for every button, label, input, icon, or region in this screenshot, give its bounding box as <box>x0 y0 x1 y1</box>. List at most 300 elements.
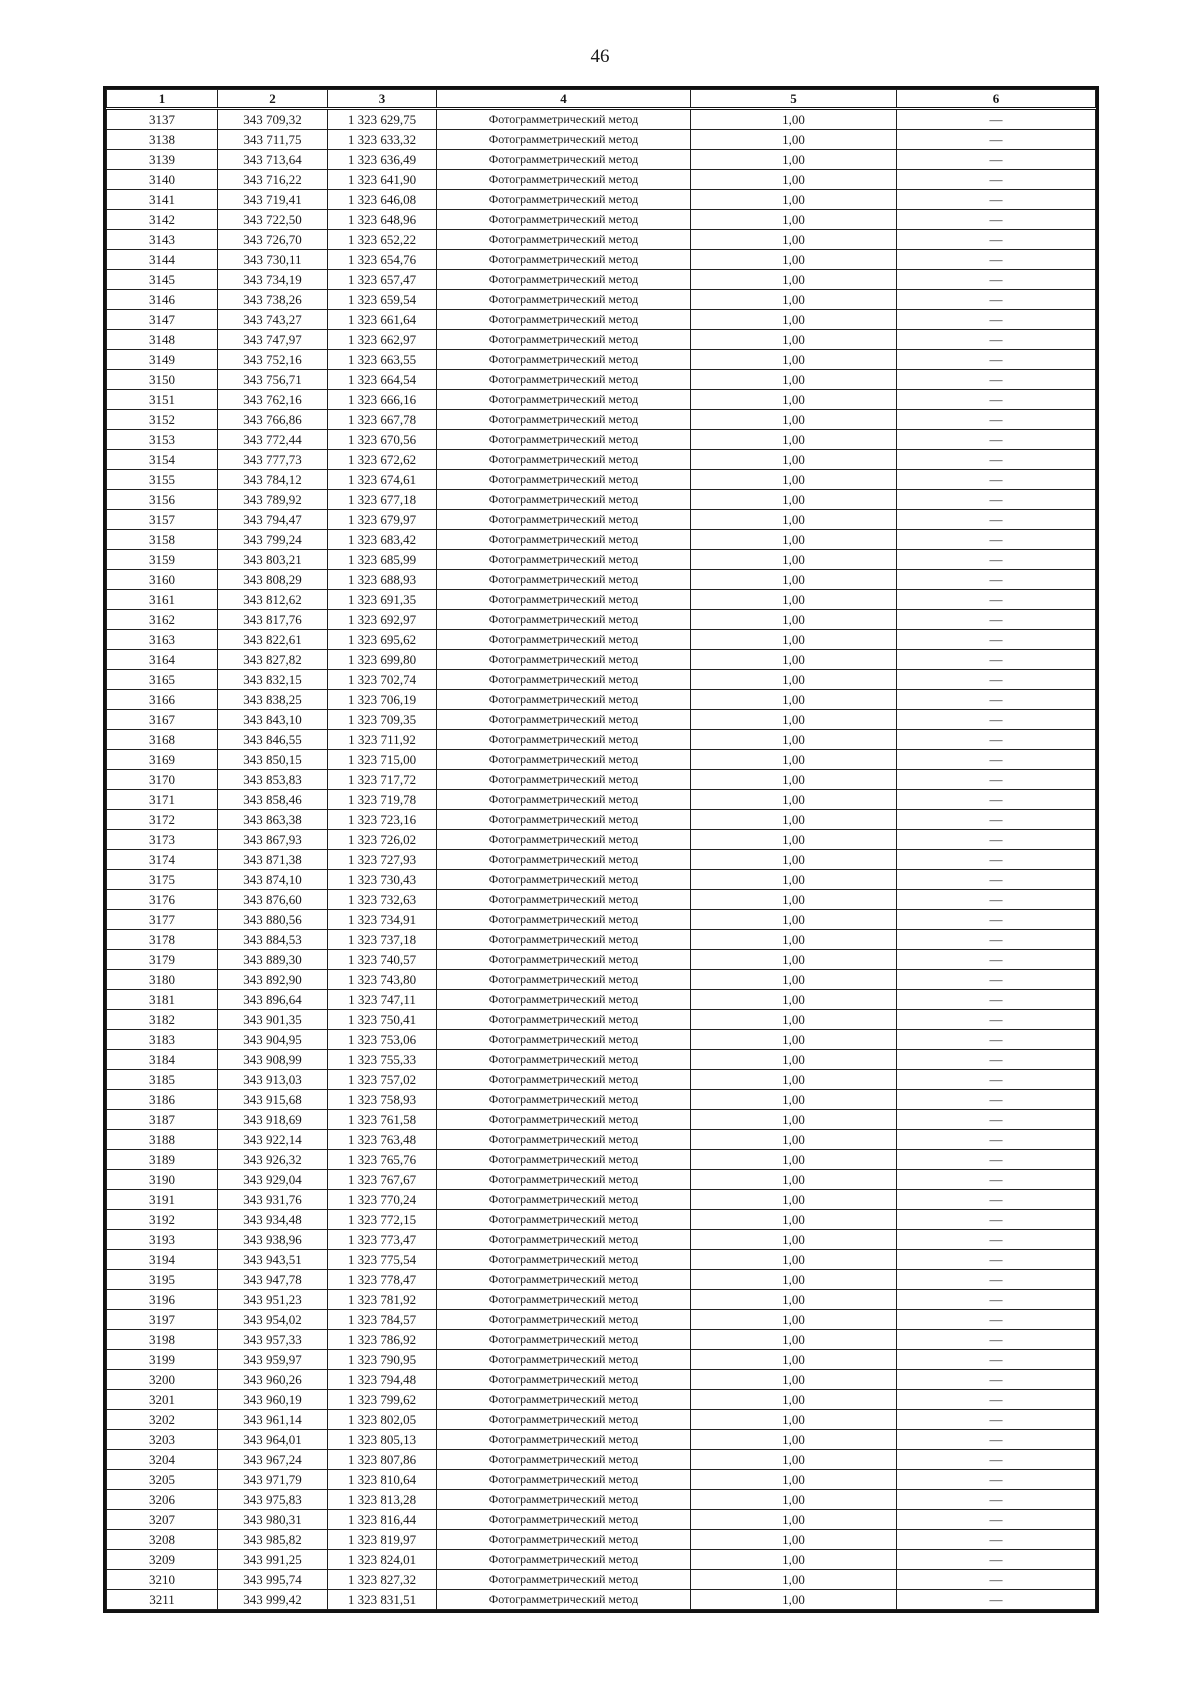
table-row <box>107 1290 1096 1310</box>
accuracy-cell: 1,00 <box>691 1350 897 1370</box>
method-cell: Фотограмметрический метод <box>437 930 691 950</box>
table-row <box>107 930 1096 950</box>
description-cell: — <box>897 510 1096 530</box>
description-cell: — <box>897 930 1096 950</box>
y-coordinate-cell: 1 323 719,78 <box>328 790 437 810</box>
point-number-cell: 3162 <box>107 610 218 630</box>
method-cell: Фотограмметрический метод <box>437 270 691 290</box>
point-number-cell: 3171 <box>107 790 218 810</box>
point-number-cell: 3141 <box>107 190 218 210</box>
y-coordinate-cell: 1 323 807,86 <box>328 1450 437 1470</box>
y-coordinate-cell: 1 323 652,22 <box>328 230 437 250</box>
table-row <box>107 109 1096 130</box>
x-coordinate-cell: 343 995,74 <box>218 1570 328 1590</box>
x-coordinate-cell: 343 871,38 <box>218 850 328 870</box>
point-number-cell: 3163 <box>107 630 218 650</box>
table-row <box>107 990 1096 1010</box>
description-cell: — <box>897 810 1096 830</box>
x-coordinate-cell: 343 743,27 <box>218 310 328 330</box>
method-cell: Фотограмметрический метод <box>437 1130 691 1150</box>
table-row <box>107 790 1096 810</box>
table-row <box>107 850 1096 870</box>
description-cell: — <box>897 1510 1096 1530</box>
x-coordinate-cell: 343 716,22 <box>218 170 328 190</box>
point-number-cell: 3166 <box>107 690 218 710</box>
x-coordinate-cell: 343 967,24 <box>218 1450 328 1470</box>
method-cell: Фотограмметрический метод <box>437 690 691 710</box>
method-cell: Фотограмметрический метод <box>437 109 691 130</box>
method-cell: Фотограмметрический метод <box>437 230 691 250</box>
accuracy-cell: 1,00 <box>691 390 897 410</box>
point-number-cell: 3175 <box>107 870 218 890</box>
table-row <box>107 410 1096 430</box>
point-number-cell: 3137 <box>107 109 218 130</box>
description-cell: — <box>897 310 1096 330</box>
method-cell: Фотограмметрический метод <box>437 1010 691 1030</box>
description-cell: — <box>897 1170 1096 1190</box>
accuracy-cell: 1,00 <box>691 1290 897 1310</box>
table-row <box>107 210 1096 230</box>
method-cell: Фотограмметрический метод <box>437 810 691 830</box>
accuracy-cell: 1,00 <box>691 570 897 590</box>
description-cell: — <box>897 1570 1096 1590</box>
method-cell: Фотограмметрический метод <box>437 1070 691 1090</box>
table-row <box>107 1270 1096 1290</box>
point-number-cell: 3160 <box>107 570 218 590</box>
description-cell: — <box>897 330 1096 350</box>
accuracy-cell: 1,00 <box>691 650 897 670</box>
description-cell: — <box>897 970 1096 990</box>
x-coordinate-cell: 343 901,35 <box>218 1010 328 1030</box>
description-cell: — <box>897 1330 1096 1350</box>
table-row <box>107 630 1096 650</box>
description-cell: — <box>897 790 1096 810</box>
point-number-cell: 3144 <box>107 250 218 270</box>
point-number-cell: 3149 <box>107 350 218 370</box>
page-number: 46 <box>590 46 610 67</box>
y-coordinate-cell: 1 323 648,96 <box>328 210 437 230</box>
point-number-cell: 3211 <box>107 1590 218 1610</box>
point-number-cell: 3155 <box>107 470 218 490</box>
point-number-cell: 3196 <box>107 1290 218 1310</box>
table-header <box>107 90 1096 109</box>
y-coordinate-cell: 1 323 672,62 <box>328 450 437 470</box>
x-coordinate-cell: 343 980,31 <box>218 1510 328 1530</box>
point-number-cell: 3178 <box>107 930 218 950</box>
description-cell: — <box>897 1410 1096 1430</box>
x-coordinate-cell: 343 926,32 <box>218 1150 328 1170</box>
accuracy-cell: 1,00 <box>691 1110 897 1130</box>
accuracy-cell: 1,00 <box>691 790 897 810</box>
y-coordinate-cell: 1 323 702,74 <box>328 670 437 690</box>
x-coordinate-cell: 343 803,21 <box>218 550 328 570</box>
x-coordinate-cell: 343 832,15 <box>218 670 328 690</box>
y-coordinate-cell: 1 323 831,51 <box>328 1590 437 1610</box>
description-cell: — <box>897 670 1096 690</box>
method-cell: Фотограмметрический метод <box>437 310 691 330</box>
y-coordinate-cell: 1 323 646,08 <box>328 190 437 210</box>
x-coordinate-cell: 343 762,16 <box>218 390 328 410</box>
x-coordinate-cell: 343 908,99 <box>218 1050 328 1070</box>
y-coordinate-cell: 1 323 711,92 <box>328 730 437 750</box>
y-coordinate-cell: 1 323 786,92 <box>328 1330 437 1350</box>
x-coordinate-cell: 343 726,70 <box>218 230 328 250</box>
accuracy-cell: 1,00 <box>691 1530 897 1550</box>
method-cell: Фотограмметрический метод <box>437 130 691 150</box>
accuracy-cell: 1,00 <box>691 770 897 790</box>
description-cell: — <box>897 1030 1096 1050</box>
point-number-cell: 3189 <box>107 1150 218 1170</box>
table-row <box>107 310 1096 330</box>
point-number-cell: 3192 <box>107 1210 218 1230</box>
accuracy-cell: 1,00 <box>691 310 897 330</box>
point-number-cell: 3190 <box>107 1170 218 1190</box>
y-coordinate-cell: 1 323 794,48 <box>328 1370 437 1390</box>
method-cell: Фотограмметрический метод <box>437 830 691 850</box>
y-coordinate-cell: 1 323 661,64 <box>328 310 437 330</box>
method-cell: Фотограмметрический метод <box>437 1090 691 1110</box>
y-coordinate-cell: 1 323 677,18 <box>328 490 437 510</box>
x-coordinate-cell: 343 915,68 <box>218 1090 328 1110</box>
point-number-cell: 3172 <box>107 810 218 830</box>
y-coordinate-cell: 1 323 810,64 <box>328 1470 437 1490</box>
method-cell: Фотограмметрический метод <box>437 470 691 490</box>
y-coordinate-cell: 1 323 666,16 <box>328 390 437 410</box>
accuracy-cell: 1,00 <box>691 150 897 170</box>
table-row <box>107 570 1096 590</box>
table-row <box>107 1550 1096 1570</box>
description-cell: — <box>897 1190 1096 1210</box>
point-number-cell: 3207 <box>107 1510 218 1530</box>
table-row <box>107 870 1096 890</box>
method-cell: Фотограмметрический метод <box>437 1530 691 1550</box>
y-coordinate-cell: 1 323 659,54 <box>328 290 437 310</box>
x-coordinate-cell: 343 929,04 <box>218 1170 328 1190</box>
table-row <box>107 1410 1096 1430</box>
point-number-cell: 3169 <box>107 750 218 770</box>
table-row <box>107 590 1096 610</box>
y-coordinate-cell: 1 323 734,91 <box>328 910 437 930</box>
point-number-cell: 3173 <box>107 830 218 850</box>
table-row <box>107 1510 1096 1530</box>
x-coordinate-cell: 343 730,11 <box>218 250 328 270</box>
table-row <box>107 190 1096 210</box>
accuracy-cell: 1,00 <box>691 1410 897 1430</box>
description-cell: — <box>897 350 1096 370</box>
header-cell-2: 2 <box>218 90 328 109</box>
point-number-cell: 3186 <box>107 1090 218 1110</box>
x-coordinate-cell: 343 794,47 <box>218 510 328 530</box>
y-coordinate-cell: 1 323 679,97 <box>328 510 437 530</box>
point-number-cell: 3140 <box>107 170 218 190</box>
x-coordinate-cell: 343 922,14 <box>218 1130 328 1150</box>
method-cell: Фотограмметрический метод <box>437 1290 691 1310</box>
table-row <box>107 1050 1096 1070</box>
point-number-cell: 3174 <box>107 850 218 870</box>
point-number-cell: 3185 <box>107 1070 218 1090</box>
table-row <box>107 1470 1096 1490</box>
x-coordinate-cell: 343 880,56 <box>218 910 328 930</box>
accuracy-cell: 1,00 <box>691 830 897 850</box>
description-cell: — <box>897 1430 1096 1450</box>
accuracy-cell: 1,00 <box>691 930 897 950</box>
x-coordinate-cell: 343 867,93 <box>218 830 328 850</box>
y-coordinate-cell: 1 323 743,80 <box>328 970 437 990</box>
table-row <box>107 970 1096 990</box>
y-coordinate-cell: 1 323 654,76 <box>328 250 437 270</box>
description-cell: — <box>897 270 1096 290</box>
x-coordinate-cell: 343 975,83 <box>218 1490 328 1510</box>
x-coordinate-cell: 343 853,83 <box>218 770 328 790</box>
table-row <box>107 730 1096 750</box>
method-cell: Фотограмметрический метод <box>437 910 691 930</box>
method-cell: Фотограмметрический метод <box>437 1250 691 1270</box>
point-number-cell: 3157 <box>107 510 218 530</box>
point-number-cell: 3210 <box>107 1570 218 1590</box>
point-number-cell: 3203 <box>107 1430 218 1450</box>
method-cell: Фотограмметрический метод <box>437 650 691 670</box>
accuracy-cell: 1,00 <box>691 1590 897 1610</box>
table-row <box>107 1170 1096 1190</box>
description-cell: — <box>897 650 1096 670</box>
point-number-cell: 3183 <box>107 1030 218 1050</box>
point-number-cell: 3142 <box>107 210 218 230</box>
table-row <box>107 710 1096 730</box>
coordinates-table <box>106 89 1096 1610</box>
point-number-cell: 3165 <box>107 670 218 690</box>
y-coordinate-cell: 1 323 813,28 <box>328 1490 437 1510</box>
point-number-cell: 3182 <box>107 1010 218 1030</box>
x-coordinate-cell: 343 934,48 <box>218 1210 328 1230</box>
method-cell: Фотограмметрический метод <box>437 990 691 1010</box>
x-coordinate-cell: 343 789,92 <box>218 490 328 510</box>
accuracy-cell: 1,00 <box>691 690 897 710</box>
description-cell: — <box>897 150 1096 170</box>
accuracy-cell: 1,00 <box>691 330 897 350</box>
point-number-cell: 3168 <box>107 730 218 750</box>
point-number-cell: 3209 <box>107 1550 218 1570</box>
method-cell: Фотограмметрический метод <box>437 490 691 510</box>
accuracy-cell: 1,00 <box>691 850 897 870</box>
y-coordinate-cell: 1 323 641,90 <box>328 170 437 190</box>
description-cell: — <box>897 1250 1096 1270</box>
method-cell: Фотограмметрический метод <box>437 1510 691 1530</box>
description-cell: — <box>897 1130 1096 1150</box>
table-row <box>107 1070 1096 1090</box>
header-cell-5: 5 <box>691 90 897 109</box>
method-cell: Фотограмметрический метод <box>437 1210 691 1230</box>
x-coordinate-cell: 343 957,33 <box>218 1330 328 1350</box>
accuracy-cell: 1,00 <box>691 1170 897 1190</box>
x-coordinate-cell: 343 863,38 <box>218 810 328 830</box>
point-number-cell: 3138 <box>107 130 218 150</box>
method-cell: Фотограмметрический метод <box>437 770 691 790</box>
accuracy-cell: 1,00 <box>691 1090 897 1110</box>
description-cell: — <box>897 1270 1096 1290</box>
accuracy-cell: 1,00 <box>691 1050 897 1070</box>
description-cell: — <box>897 1490 1096 1510</box>
y-coordinate-cell: 1 323 740,57 <box>328 950 437 970</box>
table-row <box>107 270 1096 290</box>
x-coordinate-cell: 343 738,26 <box>218 290 328 310</box>
point-number-cell: 3193 <box>107 1230 218 1250</box>
x-coordinate-cell: 343 713,64 <box>218 150 328 170</box>
description-cell: — <box>897 850 1096 870</box>
accuracy-cell: 1,00 <box>691 1190 897 1210</box>
accuracy-cell: 1,00 <box>691 270 897 290</box>
method-cell: Фотограмметрический метод <box>437 1390 691 1410</box>
x-coordinate-cell: 343 756,71 <box>218 370 328 390</box>
table-row <box>107 670 1096 690</box>
description-cell: — <box>897 210 1096 230</box>
x-coordinate-cell: 343 991,25 <box>218 1550 328 1570</box>
description-cell: — <box>897 550 1096 570</box>
description-cell: — <box>897 1450 1096 1470</box>
x-coordinate-cell: 343 951,23 <box>218 1290 328 1310</box>
accuracy-cell: 1,00 <box>691 430 897 450</box>
description-cell: — <box>897 870 1096 890</box>
description-cell: — <box>897 1070 1096 1090</box>
y-coordinate-cell: 1 323 709,35 <box>328 710 437 730</box>
method-cell: Фотограмметрический метод <box>437 750 691 770</box>
description-cell: — <box>897 1530 1096 1550</box>
accuracy-cell: 1,00 <box>691 630 897 650</box>
description-cell: — <box>897 470 1096 490</box>
table-row <box>107 430 1096 450</box>
description-cell: — <box>897 530 1096 550</box>
method-cell: Фотограмметрический метод <box>437 1590 691 1610</box>
x-coordinate-cell: 343 874,10 <box>218 870 328 890</box>
x-coordinate-cell: 343 960,19 <box>218 1390 328 1410</box>
table-row <box>107 1530 1096 1550</box>
x-coordinate-cell: 343 766,86 <box>218 410 328 430</box>
accuracy-cell: 1,00 <box>691 370 897 390</box>
accuracy-cell: 1,00 <box>691 350 897 370</box>
description-cell: — <box>897 170 1096 190</box>
y-coordinate-cell: 1 323 662,97 <box>328 330 437 350</box>
y-coordinate-cell: 1 323 773,47 <box>328 1230 437 1250</box>
table-row <box>107 550 1096 570</box>
y-coordinate-cell: 1 323 715,00 <box>328 750 437 770</box>
table-row <box>107 1430 1096 1450</box>
table-row <box>107 650 1096 670</box>
table-row <box>107 830 1096 850</box>
point-number-cell: 3188 <box>107 1130 218 1150</box>
description-cell: — <box>897 1150 1096 1170</box>
accuracy-cell: 1,00 <box>691 250 897 270</box>
point-number-cell: 3180 <box>107 970 218 990</box>
table-row <box>107 610 1096 630</box>
method-cell: Фотограмметрический метод <box>437 1570 691 1590</box>
x-coordinate-cell: 343 985,82 <box>218 1530 328 1550</box>
accuracy-cell: 1,00 <box>691 1570 897 1590</box>
method-cell: Фотограмметрический метод <box>437 330 691 350</box>
x-coordinate-cell: 343 777,73 <box>218 450 328 470</box>
y-coordinate-cell: 1 323 723,16 <box>328 810 437 830</box>
accuracy-cell: 1,00 <box>691 730 897 750</box>
description-cell: — <box>897 1090 1096 1110</box>
x-coordinate-cell: 343 954,02 <box>218 1310 328 1330</box>
point-number-cell: 3152 <box>107 410 218 430</box>
x-coordinate-cell: 343 722,50 <box>218 210 328 230</box>
description-cell: — <box>897 1210 1096 1230</box>
accuracy-cell: 1,00 <box>691 170 897 190</box>
y-coordinate-cell: 1 323 670,56 <box>328 430 437 450</box>
x-coordinate-cell: 343 896,64 <box>218 990 328 1010</box>
description-cell: — <box>897 590 1096 610</box>
method-cell: Фотограмметрический метод <box>437 570 691 590</box>
table-row <box>107 1230 1096 1250</box>
x-coordinate-cell: 343 846,55 <box>218 730 328 750</box>
x-coordinate-cell: 343 964,01 <box>218 1430 328 1450</box>
description-cell: — <box>897 770 1096 790</box>
x-coordinate-cell: 343 808,29 <box>218 570 328 590</box>
method-cell: Фотограмметрический метод <box>437 1330 691 1350</box>
y-coordinate-cell: 1 323 706,19 <box>328 690 437 710</box>
y-coordinate-cell: 1 323 657,47 <box>328 270 437 290</box>
method-cell: Фотограмметрический метод <box>437 1430 691 1450</box>
description-cell: — <box>897 190 1096 210</box>
method-cell: Фотограмметрический метод <box>437 550 691 570</box>
method-cell: Фотограмметрический метод <box>437 1490 691 1510</box>
description-cell: — <box>897 630 1096 650</box>
table-row <box>107 1250 1096 1270</box>
method-cell: Фотограмметрический метод <box>437 210 691 230</box>
point-number-cell: 3146 <box>107 290 218 310</box>
description-cell: — <box>897 490 1096 510</box>
table-body <box>107 109 1096 1610</box>
y-coordinate-cell: 1 323 664,54 <box>328 370 437 390</box>
table-row <box>107 1190 1096 1210</box>
x-coordinate-cell: 343 709,32 <box>218 109 328 130</box>
description-cell: — <box>897 730 1096 750</box>
point-number-cell: 3143 <box>107 230 218 250</box>
y-coordinate-cell: 1 323 726,02 <box>328 830 437 850</box>
table-row <box>107 890 1096 910</box>
table-row <box>107 370 1096 390</box>
point-number-cell: 3151 <box>107 390 218 410</box>
accuracy-cell: 1,00 <box>691 990 897 1010</box>
point-number-cell: 3161 <box>107 590 218 610</box>
table-row <box>107 450 1096 470</box>
point-number-cell: 3153 <box>107 430 218 450</box>
y-coordinate-cell: 1 323 805,13 <box>328 1430 437 1450</box>
table-row <box>107 290 1096 310</box>
method-cell: Фотограмметрический метод <box>437 890 691 910</box>
accuracy-cell: 1,00 <box>691 870 897 890</box>
method-cell: Фотограмметрический метод <box>437 1350 691 1370</box>
x-coordinate-cell: 343 971,79 <box>218 1470 328 1490</box>
method-cell: Фотограмметрический метод <box>437 350 691 370</box>
point-number-cell: 3148 <box>107 330 218 350</box>
method-cell: Фотограмметрический метод <box>437 850 691 870</box>
x-coordinate-cell: 343 876,60 <box>218 890 328 910</box>
table-row <box>107 330 1096 350</box>
point-number-cell: 3205 <box>107 1470 218 1490</box>
table-row <box>107 1130 1096 1150</box>
x-coordinate-cell: 343 918,69 <box>218 1110 328 1130</box>
accuracy-cell: 1,00 <box>691 1270 897 1290</box>
table-row <box>107 910 1096 930</box>
table-row <box>107 1150 1096 1170</box>
table-row <box>107 1450 1096 1470</box>
y-coordinate-cell: 1 323 727,93 <box>328 850 437 870</box>
y-coordinate-cell: 1 323 772,15 <box>328 1210 437 1230</box>
x-coordinate-cell: 343 858,46 <box>218 790 328 810</box>
point-number-cell: 3177 <box>107 910 218 930</box>
table-row <box>107 1350 1096 1370</box>
x-coordinate-cell: 343 838,25 <box>218 690 328 710</box>
